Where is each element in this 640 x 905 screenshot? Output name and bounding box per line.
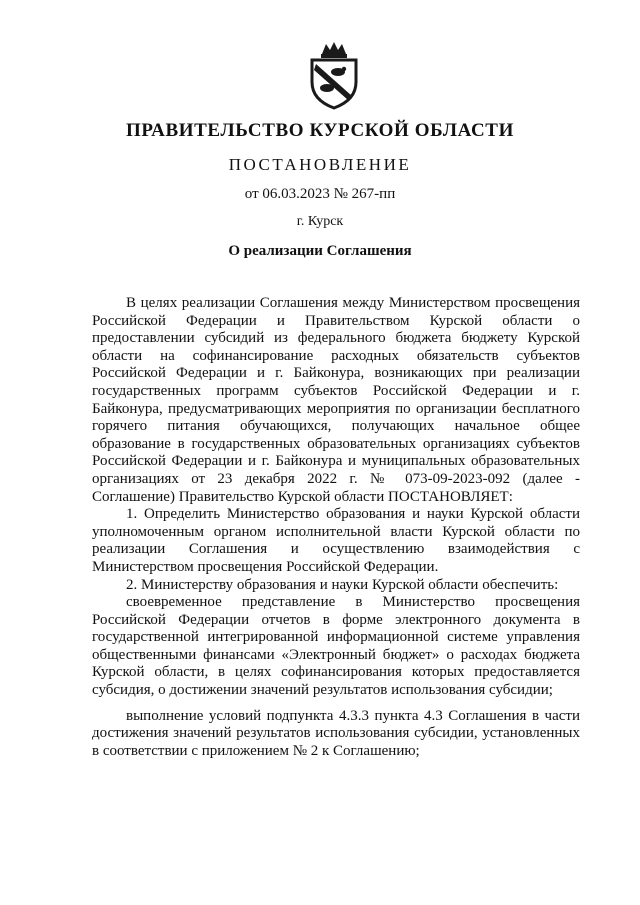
document-subject: О реализации Соглашения — [228, 243, 412, 259]
coat-of-arms-icon — [304, 40, 364, 110]
date-and-number: от 06.03.2023 № 267-пп — [244, 186, 396, 202]
preamble-paragraph: В целях реализации Соглашения между Министерством просвещения Российской Федерации и Правительством Курской области о предоставлении субсидий из федерального бюджета бюджету Курской области на софинансирование расходных обязательств субъектов Российской Федерации и г. Байконура, возникающих при реализации государственных программ субъектов Российской Федерации и г. Байконура, предусматривающих мероприятия по организации бесплатного горячего питания обучающихся, получающих начальное общее образование в государственных образовательных организациях субъектов Российской Федерации и г. Байконура и муниципальных образовательных организациях от 23 декабря 2022 г. № 073-09-2023-092 (далее - Соглашение) Правительство Курской области ПОСТАНОВЛЯЕТ: — [92, 295, 580, 505]
document-type: ПОСТАНОВЛЕНИЕ — [228, 155, 412, 174]
document-body — [92, 295, 580, 760]
item-2-paragraph: 2. Министерству образования и науки Курской области обеспечить: — [126, 576, 559, 593]
item-1-paragraph: 1. Определить Министерство образования и науки Курской области уполномоченным органом исполнительной власти Курской области по реализации Соглашения и осуществлению взаимодействия с Министерством просвещения Российской Федерации. — [92, 506, 580, 575]
item-2b-paragraph: выполнение условий подпункта 4.3.3 пункта 4.3 Соглашения в части достижения значений результатов использования субсидии, установленных в соответствии с приложением № 2 к Соглашению; — [92, 707, 580, 759]
city: г. Курск — [296, 214, 344, 229]
item-2a-paragraph: своевременное представление в Министерство просвещения Российской Федерации отчетов в форме электронного документа в государственной интегрированной информационной системе управления общественными финансами «Электронный бюджет» о расходах бюджета Курской области, в целях софинансирования которых предоставляется субсидия, о достижении значений результатов использования субсидии; — [92, 594, 580, 699]
government-title: ПРАВИТЕЛЬСТВО КУРСКОЙ ОБЛАСТИ — [126, 120, 514, 141]
